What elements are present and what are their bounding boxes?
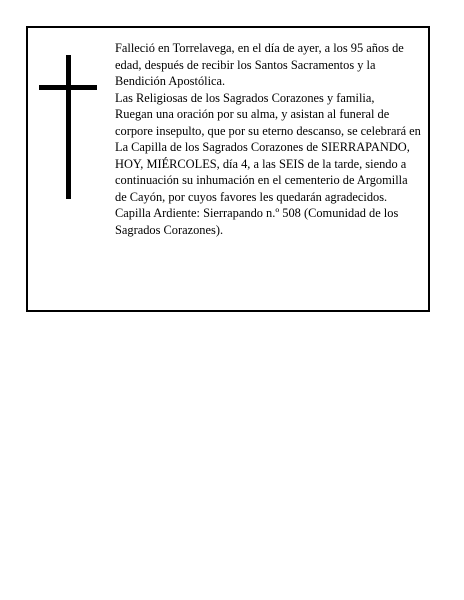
funeral-details: Ruegan una oración por su alma, y asistan al funeral de corpore insepulto, que por su eterno descanso, se celebrará en La Capilla de los Sagrados Corazones de SIERRAPANDO, HOY, MIÉRCOLES, día 4, a las SEIS de la tarde, siendo a continuación su inhumación en el cementerio de Argomilla de Cayón, por cuyos favores les quedarán agradecidos. Capilla Ardiente: Sierrapando n.º 508 (Comunidad de los Sagrados Corazones). xyxy=(115,107,421,237)
death-announcement: Falleció en Torrelavega, en el día de ayer, a los 95 años de edad, después de recibir los Santos Sacramentos y la Bendición Apostólica. xyxy=(115,41,404,88)
notice-body xyxy=(115,40,422,238)
cross-icon xyxy=(39,55,97,199)
cross-vertical-bar xyxy=(66,55,71,199)
obituary-notice xyxy=(26,26,430,312)
cross-horizontal-bar xyxy=(39,85,97,90)
family-line: Las Religiosas de los Sagrados Corazones y familia, xyxy=(115,90,375,105)
